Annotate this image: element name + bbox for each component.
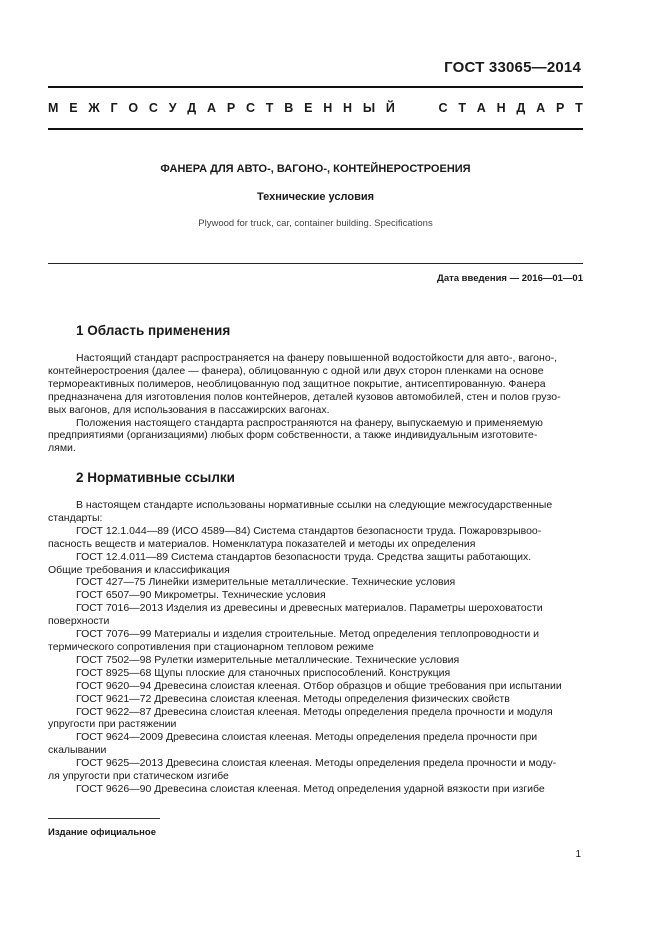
interstate_right-letter: С: [438, 101, 448, 115]
interstate_right-letter: А: [476, 101, 486, 115]
gost-number: ГОСТ 33065—2014: [444, 59, 581, 76]
document-subtitle: Технические условия: [256, 191, 375, 203]
interstate_right-letter: Р: [555, 101, 565, 115]
interstate_left-letter: Т: [265, 101, 274, 115]
text-line: ГОСТ 12.1.044—89 (ИСО 4589—84) Система стандартов безопасности труда. Пожаровзрывоо-: [76, 524, 542, 537]
text-line: упругости при растяжении: [48, 718, 177, 731]
paragraph: [48, 680, 583, 693]
text-line: предприятиями (организациями) любых форм собственности, а также индивидуальным изготовите-: [48, 429, 538, 442]
text-line: лями.: [48, 442, 76, 455]
text-line: ГОСТ 7076—99 Материалы и изделия строительные. Метод определения теплопроводности и: [76, 628, 539, 641]
interstate_left-letter: С: [245, 101, 255, 115]
section-1-body: [48, 352, 583, 455]
interstate_left-letter: О: [128, 101, 139, 115]
footnote-rule: [48, 818, 160, 819]
interstate_right-letter: Т: [575, 101, 583, 115]
text-line: ГОСТ 9621—72 Древесина слоистая клееная. Методы определения физических свойств: [76, 692, 510, 705]
interstate_left-letter: Н: [343, 101, 353, 115]
text-line: ГОСТ 8925—68 Щупы плоские для станочных приспособлений. Конструкция: [76, 666, 451, 679]
paragraph: [48, 654, 583, 667]
text-line: ГОСТ 6507—90 Микрометры. Технические условия: [76, 589, 326, 602]
paragraph: [48, 693, 583, 706]
text-line: скалывании: [48, 744, 107, 757]
paragraph: [48, 667, 583, 680]
text-line: Настоящий стандарт распространяется на фанеру повышенной водостойкости для авто-, вагоно-,: [76, 352, 558, 364]
interstate_left-letter: Й: [385, 101, 395, 115]
paragraph: [48, 417, 583, 456]
interstate-standard-banner: [48, 101, 583, 115]
header-rule: [48, 86, 583, 88]
text-line: ГОСТ 12.4.011—89 Система стандартов безопасности труда. Средства защиты работающих.: [76, 550, 532, 563]
text-line: поверхности: [48, 615, 110, 628]
edition-note: Издание официальное: [48, 827, 156, 838]
interstate_left-letter: В: [284, 101, 294, 115]
document-title: ФАНЕРА ДЛЯ АВТО-, ВАГОНО-, КОНТЕЙНЕРОСТРОЕНИЯ: [160, 163, 471, 175]
introduction-date: Дата введения — 2016—01—01: [437, 273, 583, 284]
interstate_right-letter: А: [536, 101, 546, 115]
paragraph: [48, 706, 583, 732]
text-line: В настоящем стандарте использованы нормативные ссылки на следующие межгосударственные: [76, 499, 553, 511]
text-line: термореактивных полимеров, необлицованную под защитное покрытие, антисептированную. Фанера: [48, 377, 546, 390]
interstate_left-letter: Ж: [88, 101, 100, 115]
banner-rule: [48, 128, 583, 130]
text-line: ГОСТ 7016—2013 Изделия из древесины и древесных материалов. Параметры шероховатости: [76, 602, 543, 615]
interstate_left-letter: У: [168, 101, 177, 115]
text-line: ГОСТ 7502—98 Рулетки измерительные металлические. Технические условия: [76, 653, 460, 666]
page-number: 1: [575, 849, 581, 860]
paragraph: [48, 352, 583, 417]
section-2-heading: 2 Нормативные ссылки: [76, 470, 235, 485]
text-line: контейнеростроения (далее — фанера), облицованную с одной или двух сторон пленками на основе: [48, 364, 544, 377]
text-line: термического сопротивления при стационарном тепловом режиме: [48, 640, 374, 653]
paragraph: [48, 731, 583, 757]
text-line: вых вагонов, для использования в пассажирских вагонах.: [48, 403, 330, 416]
paragraph: [48, 589, 583, 602]
title-rule: [48, 263, 583, 264]
paragraph: [48, 525, 583, 551]
interstate_right-letter: Д: [516, 101, 526, 115]
text-line: пасность веществ и материалов. Номенклатура показателей и методы их определения: [48, 537, 476, 550]
text-line: стандарты:: [48, 511, 103, 524]
interstate_left-letter: Н: [323, 101, 333, 115]
paragraph: [48, 576, 583, 589]
text-line: ГОСТ 9625—2013 Древесина слоистая клееная. Методы определения предела прочности и моду-: [76, 757, 557, 770]
section-2-body: [48, 499, 583, 796]
text-line: ГОСТ 9626—90 Древесина слоистая клееная. Метод определения ударной вязкости при изгибе: [76, 782, 545, 795]
paragraph: [48, 628, 583, 654]
text-line: ГОСТ 9620—94 Древесина слоистая клееная. Отбор образцов и общие требования при испытании: [76, 679, 562, 692]
text-line: Положения настоящего стандарта распространяются на фанеру, выпускаемую и применяемую: [76, 416, 543, 429]
interstate_left-letter: С: [148, 101, 158, 115]
interstate_left-letter: Е: [69, 101, 78, 115]
text-line: ГОСТ 9622—87 Древесина слоистая клееная. Методы определения предела прочности и модуля: [76, 705, 553, 718]
interstate_left-letter: Д: [187, 101, 197, 115]
interstate_left-letter: Г: [110, 101, 118, 115]
paragraph: [48, 551, 583, 577]
interstate_left-letter: А: [207, 101, 217, 115]
text-line: ГОСТ 427—75 Линейки измерительные металлические. Технические условия: [76, 576, 456, 589]
text-line: предназначена для изготовления полов контейнеров, деталей кузовов автомобилей, стен и полов грузо-: [48, 390, 561, 403]
interstate_left-letter: М: [48, 101, 59, 115]
text-line: Общие требования и классификация: [48, 563, 230, 576]
paragraph: [48, 757, 583, 783]
paragraph: [48, 602, 583, 628]
banner-word-gap: [406, 101, 428, 115]
paragraph: [48, 783, 583, 796]
interstate_left-letter: Ы: [362, 101, 376, 115]
interstate_left-letter: Е: [304, 101, 313, 115]
interstate_right-letter: Т: [458, 101, 466, 115]
text-line: ля упругости при статическом изгибе: [48, 770, 229, 783]
document-title-english: Plywood for truck, car, container building. Specifications: [198, 218, 433, 229]
interstate_right-letter: Н: [496, 101, 506, 115]
interstate_left-letter: Р: [226, 101, 236, 115]
section-1-heading: 1 Область применения: [76, 323, 231, 338]
paragraph: [48, 499, 583, 525]
text-line: ГОСТ 9624—2009 Древесина слоистая клееная. Методы определения предела прочности при: [76, 731, 538, 744]
